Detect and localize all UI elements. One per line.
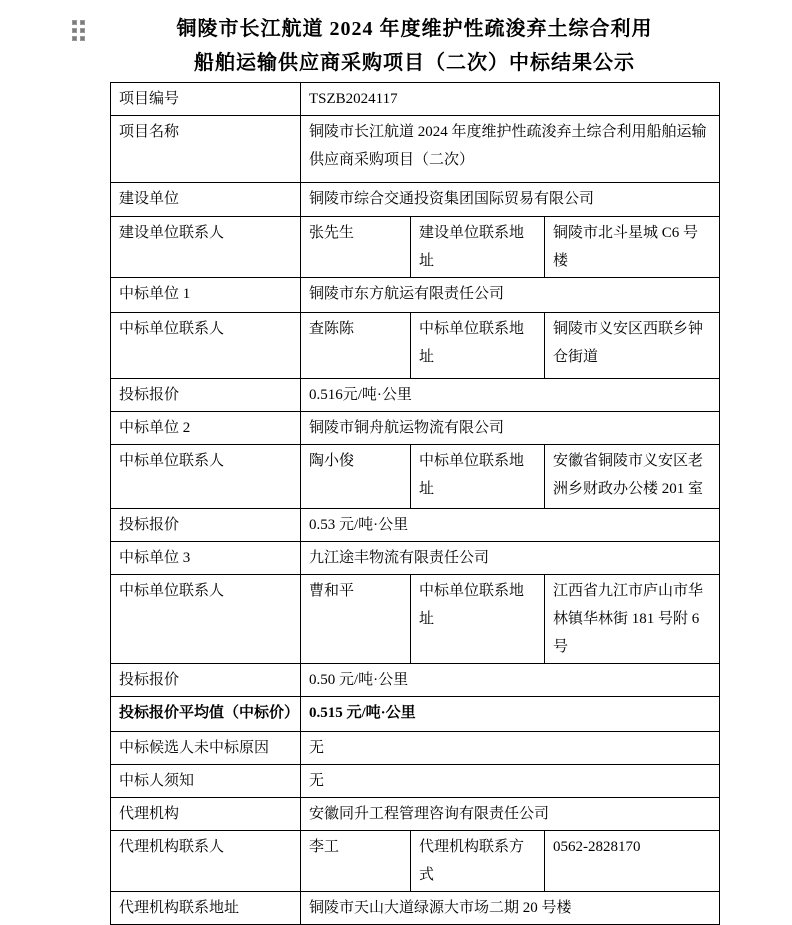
row-owner-contact bbox=[111, 217, 720, 278]
winner-2-contact-label: 中标单位联系人 bbox=[111, 445, 301, 509]
winner-notice-value: 无 bbox=[301, 765, 720, 798]
row-average-bid-price bbox=[111, 697, 720, 732]
owner-address-label: 建设单位联系地址 bbox=[411, 217, 545, 278]
average-bid-price-label: 投标报价平均值（中标价） bbox=[111, 697, 301, 732]
agency-phone-value: 0562-2828170 bbox=[545, 831, 720, 892]
row-winner-3-contact bbox=[111, 575, 720, 664]
winner-1-contact-label: 中标单位联系人 bbox=[111, 313, 301, 379]
bid-price-3-label: 投标报价 bbox=[111, 664, 301, 697]
agency-address-label: 代理机构联系地址 bbox=[111, 892, 301, 925]
page-title bbox=[110, 12, 719, 80]
drag-handle-dot bbox=[72, 36, 77, 41]
row-agency bbox=[111, 798, 720, 831]
row-project-name bbox=[111, 116, 720, 183]
winner-2-contact-value: 陶小俊 bbox=[301, 445, 411, 509]
bid-price-1-label: 投标报价 bbox=[111, 379, 301, 412]
row-winner-2 bbox=[111, 412, 720, 445]
drag-handle-dot bbox=[80, 36, 85, 41]
winner-3-contact-label: 中标单位联系人 bbox=[111, 575, 301, 664]
winner-1-value: 铜陵市东方航运有限责任公司 bbox=[301, 278, 720, 313]
owner-unit-label: 建设单位 bbox=[111, 183, 301, 217]
bid-price-2-label: 投标报价 bbox=[111, 509, 301, 542]
average-bid-price-value: 0.515 元/吨·公里 bbox=[301, 697, 720, 732]
row-agency-contact bbox=[111, 831, 720, 892]
row-agency-address bbox=[111, 892, 720, 925]
page-title-line1: 铜陵市长江航道 2024 年度维护性疏浚弃土综合利用 bbox=[176, 18, 653, 40]
winner-1-address-value: 铜陵市义安区西联乡钟仓街道 bbox=[545, 313, 720, 379]
row-owner-unit bbox=[111, 183, 720, 217]
row-winner-1 bbox=[111, 278, 720, 313]
row-bid-price-1 bbox=[111, 379, 720, 412]
bid-price-2-value: 0.53 元/吨·公里 bbox=[301, 509, 720, 542]
candidate-not-win-reason-value: 无 bbox=[301, 732, 720, 765]
project-name-value: 铜陵市长江航道 2024 年度维护性疏浚弃土综合利用船舶运输供应商采购项目（二次） bbox=[301, 116, 720, 183]
winner-1-label: 中标单位 1 bbox=[111, 278, 301, 313]
winner-3-address-value: 江西省九江市庐山市华林镇华林街 181 号附 6 号 bbox=[545, 575, 720, 664]
row-candidate-not-win-reason bbox=[111, 732, 720, 765]
winner-3-label: 中标单位 3 bbox=[111, 542, 301, 575]
drag-handle-dot bbox=[80, 28, 85, 33]
drag-handle-dot bbox=[80, 20, 85, 25]
agency-label: 代理机构 bbox=[111, 798, 301, 831]
winner-3-contact-value: 曹和平 bbox=[301, 575, 411, 664]
winner-2-label: 中标单位 2 bbox=[111, 412, 301, 445]
drag-handle-dot bbox=[72, 28, 77, 33]
owner-unit-value: 铜陵市综合交通投资集团国际贸易有限公司 bbox=[301, 183, 720, 217]
agency-address-value: 铜陵市天山大道绿源大市场二期 20 号楼 bbox=[301, 892, 720, 925]
results-table bbox=[110, 82, 720, 925]
agency-phone-label: 代理机构联系方式 bbox=[411, 831, 545, 892]
owner-contact-value: 张先生 bbox=[301, 217, 411, 278]
winner-2-address-value: 安徽省铜陵市义安区老洲乡财政办公楼 201 室 bbox=[545, 445, 720, 509]
winner-1-address-label: 中标单位联系地址 bbox=[411, 313, 545, 379]
row-winner-1-contact bbox=[111, 313, 720, 379]
bid-price-3-value: 0.50 元/吨·公里 bbox=[301, 664, 720, 697]
drag-handle-dot bbox=[72, 20, 77, 25]
winner-notice-label: 中标人须知 bbox=[111, 765, 301, 798]
agency-contact-label: 代理机构联系人 bbox=[111, 831, 301, 892]
winner-1-contact-value: 查陈陈 bbox=[301, 313, 411, 379]
bid-price-1-value: 0.516元/吨·公里 bbox=[301, 379, 720, 412]
owner-contact-label: 建设单位联系人 bbox=[111, 217, 301, 278]
project-id-value: TSZB2024117 bbox=[301, 83, 720, 116]
candidate-not-win-reason-label: 中标候选人未中标原因 bbox=[111, 732, 301, 765]
row-project-id bbox=[111, 83, 720, 116]
winner-3-value: 九江途丰物流有限责任公司 bbox=[301, 542, 720, 575]
winner-3-address-label: 中标单位联系地址 bbox=[411, 575, 545, 664]
owner-address-value: 铜陵市北斗星城 C6 号楼 bbox=[545, 217, 720, 278]
agency-contact-value: 李工 bbox=[301, 831, 411, 892]
winner-2-address-label: 中标单位联系地址 bbox=[411, 445, 545, 509]
drag-handle-icon[interactable] bbox=[72, 20, 85, 41]
row-winner-2-contact bbox=[111, 445, 720, 509]
agency-value: 安徽同升工程管理咨询有限责任公司 bbox=[301, 798, 720, 831]
page-title-line2: 船舶运输供应商采购项目（二次）中标结果公示 bbox=[194, 52, 635, 74]
project-id-label: 项目编号 bbox=[111, 83, 301, 116]
row-winner-3 bbox=[111, 542, 720, 575]
row-bid-price-2 bbox=[111, 509, 720, 542]
row-winner-notice bbox=[111, 765, 720, 798]
project-name-label: 项目名称 bbox=[111, 116, 301, 183]
winner-2-value: 铜陵市铜舟航运物流有限公司 bbox=[301, 412, 720, 445]
row-bid-price-3 bbox=[111, 664, 720, 697]
